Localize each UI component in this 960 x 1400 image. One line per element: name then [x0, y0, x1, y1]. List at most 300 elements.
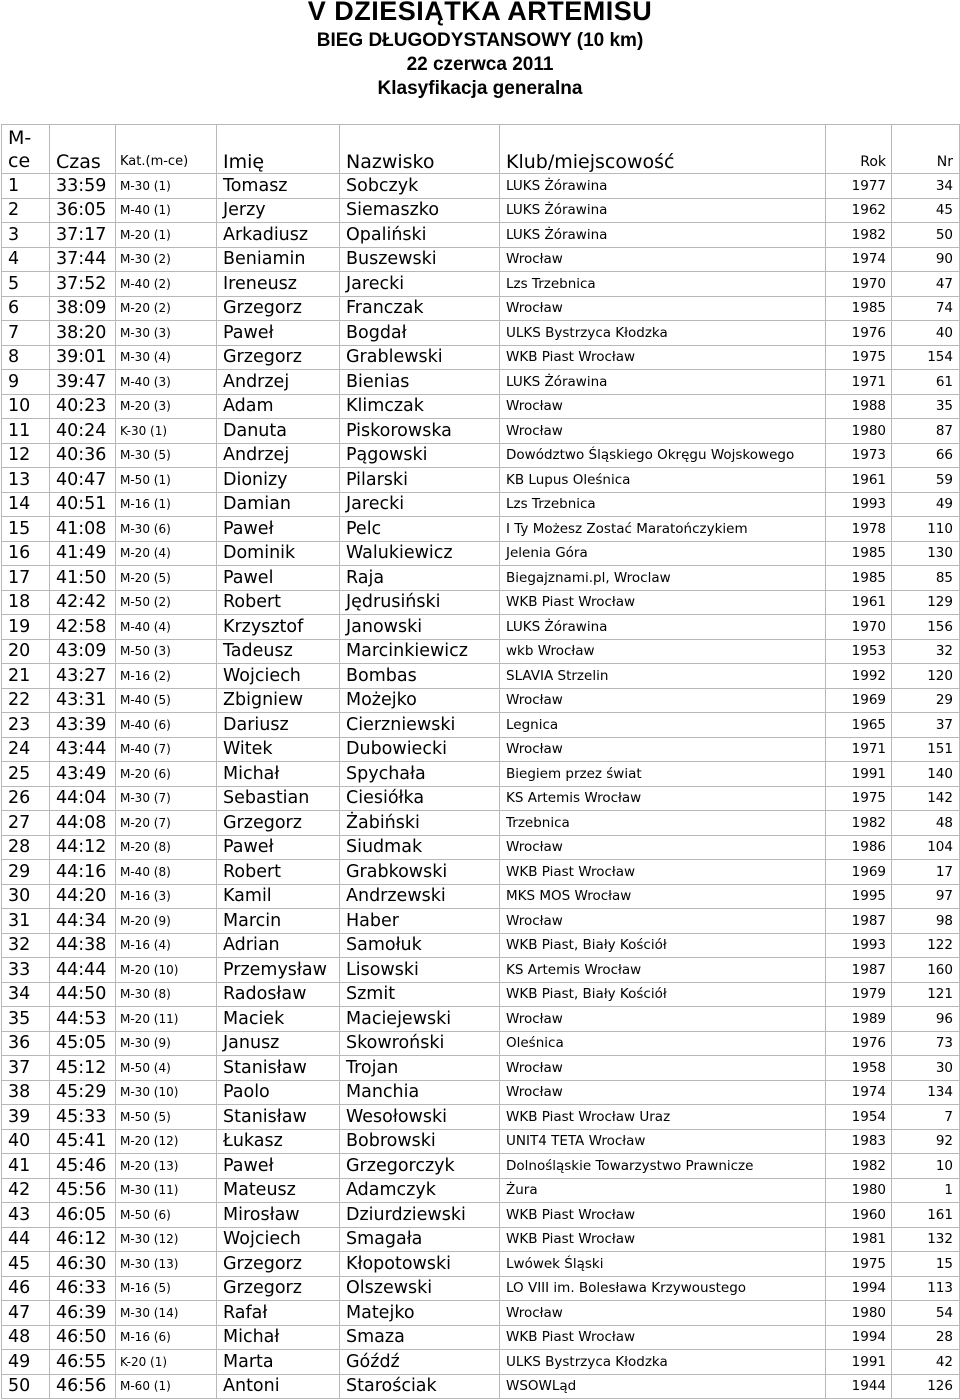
- cell-place: 31: [2, 909, 50, 934]
- cell-nr: 104: [892, 835, 960, 860]
- cell-first-name: Tomasz: [217, 174, 340, 199]
- cell-last-name: Wesołowski: [340, 1105, 500, 1130]
- cell-place: 19: [2, 615, 50, 640]
- cell-nr: 98: [892, 909, 960, 934]
- cell-category: M-16 (3): [116, 884, 217, 909]
- cell-first-name: Grzegorz: [217, 345, 340, 370]
- cell-category: M-20 (13): [116, 1154, 217, 1179]
- cell-year: 1989: [826, 1007, 892, 1032]
- cell-time: 40:36: [50, 443, 116, 468]
- cell-time: 45:12: [50, 1056, 116, 1081]
- cell-category: M-40 (5): [116, 688, 217, 713]
- cell-category: M-20 (10): [116, 958, 217, 983]
- cell-time: 39:47: [50, 370, 116, 395]
- header-year: Rok: [826, 125, 892, 174]
- table-row: [2, 296, 960, 321]
- cell-first-name: Witek: [217, 737, 340, 762]
- cell-time: 43:09: [50, 639, 116, 664]
- cell-category: M-30 (14): [116, 1301, 217, 1326]
- cell-nr: 45: [892, 198, 960, 223]
- cell-club: LUKS Żórawina: [500, 174, 826, 199]
- cell-first-name: Michał: [217, 762, 340, 787]
- table-row: [2, 1080, 960, 1105]
- cell-time: 43:31: [50, 688, 116, 713]
- cell-first-name: Grzegorz: [217, 296, 340, 321]
- cell-place: 33: [2, 958, 50, 983]
- cell-club: Wrocław: [500, 247, 826, 272]
- cell-club: Oleśnica: [500, 1031, 826, 1056]
- cell-last-name: Lisowski: [340, 958, 500, 983]
- cell-year: 1987: [826, 958, 892, 983]
- cell-place: 1: [2, 174, 50, 199]
- cell-year: 1961: [826, 590, 892, 615]
- table-row: [2, 615, 960, 640]
- cell-nr: 140: [892, 762, 960, 787]
- cell-category: M-50 (2): [116, 590, 217, 615]
- cell-place: 45: [2, 1252, 50, 1277]
- cell-club: Wrocław: [500, 688, 826, 713]
- cell-category: M-30 (1): [116, 174, 217, 199]
- cell-year: 1958: [826, 1056, 892, 1081]
- cell-time: 45:46: [50, 1154, 116, 1179]
- cell-category: K-30 (1): [116, 419, 217, 444]
- cell-time: 46:30: [50, 1252, 116, 1277]
- cell-first-name: Beniamin: [217, 247, 340, 272]
- cell-club: Lzs Trzebnica: [500, 492, 826, 517]
- cell-time: 44:53: [50, 1007, 116, 1032]
- cell-nr: 92: [892, 1129, 960, 1154]
- cell-last-name: Grabkowski: [340, 860, 500, 885]
- cell-time: 43:27: [50, 664, 116, 689]
- cell-nr: 151: [892, 737, 960, 762]
- cell-year: 1974: [826, 247, 892, 272]
- cell-first-name: Robert: [217, 860, 340, 885]
- cell-club: Żura: [500, 1178, 826, 1203]
- cell-place: 32: [2, 933, 50, 958]
- table-row: [2, 1374, 960, 1399]
- cell-last-name: Możejko: [340, 688, 500, 713]
- cell-club: Wrocław: [500, 1080, 826, 1105]
- cell-place: 6: [2, 296, 50, 321]
- cell-time: 46:55: [50, 1350, 116, 1375]
- cell-place: 15: [2, 517, 50, 542]
- cell-year: 1982: [826, 223, 892, 248]
- cell-club: UNIT4 TETA Wrocław: [500, 1129, 826, 1154]
- cell-last-name: Trojan: [340, 1056, 500, 1081]
- cell-last-name: Góźdź: [340, 1350, 500, 1375]
- cell-place: 34: [2, 982, 50, 1007]
- cell-year: 1979: [826, 982, 892, 1007]
- table-row: [2, 1154, 960, 1179]
- cell-nr: 132: [892, 1227, 960, 1252]
- cell-year: 1981: [826, 1227, 892, 1252]
- cell-category: M-30 (6): [116, 517, 217, 542]
- cell-time: 46:05: [50, 1203, 116, 1228]
- cell-year: 1985: [826, 296, 892, 321]
- cell-time: 46:39: [50, 1301, 116, 1326]
- table-row: [2, 1007, 960, 1032]
- cell-place: 8: [2, 345, 50, 370]
- cell-nr: 85: [892, 566, 960, 591]
- cell-club: SLAVIA Strzelin: [500, 664, 826, 689]
- cell-club: wkb Wrocław: [500, 639, 826, 664]
- cell-last-name: Opaliński: [340, 223, 500, 248]
- cell-nr: 59: [892, 468, 960, 493]
- cell-category: M-40 (3): [116, 370, 217, 395]
- cell-year: 1969: [826, 860, 892, 885]
- cell-last-name: Starościak: [340, 1374, 500, 1399]
- cell-time: 44:16: [50, 860, 116, 885]
- cell-category: M-20 (2): [116, 296, 217, 321]
- cell-place: 3: [2, 223, 50, 248]
- cell-nr: 66: [892, 443, 960, 468]
- cell-first-name: Sebastian: [217, 786, 340, 811]
- cell-place: 23: [2, 713, 50, 738]
- cell-category: M-50 (5): [116, 1105, 217, 1130]
- cell-time: 46:50: [50, 1325, 116, 1350]
- results-body: [2, 174, 960, 1399]
- cell-category: M-40 (8): [116, 860, 217, 885]
- cell-year: 1993: [826, 492, 892, 517]
- cell-place: 12: [2, 443, 50, 468]
- cell-last-name: Adamczyk: [340, 1178, 500, 1203]
- cell-last-name: Raja: [340, 566, 500, 591]
- cell-category: M-30 (10): [116, 1080, 217, 1105]
- cell-first-name: Przemysław: [217, 958, 340, 983]
- table-row: [2, 860, 960, 885]
- table-row: [2, 174, 960, 199]
- cell-category: M-40 (6): [116, 713, 217, 738]
- cell-last-name: Bobrowski: [340, 1129, 500, 1154]
- cell-place: 5: [2, 272, 50, 297]
- cell-nr: 113: [892, 1276, 960, 1301]
- cell-club: LUKS Żórawina: [500, 370, 826, 395]
- cell-time: 45:29: [50, 1080, 116, 1105]
- cell-category: M-30 (5): [116, 443, 217, 468]
- cell-nr: 28: [892, 1325, 960, 1350]
- cell-club: Dolnośląskie Towarzystwo Prawnicze: [500, 1154, 826, 1179]
- cell-club: ULKS Bystrzyca Kłodzka: [500, 1350, 826, 1375]
- table-row: [2, 1129, 960, 1154]
- cell-last-name: Spychała: [340, 762, 500, 787]
- cell-place: 43: [2, 1203, 50, 1228]
- cell-club: ULKS Bystrzyca Kłodzka: [500, 321, 826, 346]
- cell-time: 44:44: [50, 958, 116, 983]
- cell-category: M-20 (5): [116, 566, 217, 591]
- table-row: [2, 590, 960, 615]
- cell-last-name: Smagała: [340, 1227, 500, 1252]
- cell-first-name: Łukasz: [217, 1129, 340, 1154]
- cell-club: WKB Piast Wrocław: [500, 1203, 826, 1228]
- cell-last-name: Cierzniewski: [340, 713, 500, 738]
- cell-time: 37:17: [50, 223, 116, 248]
- cell-last-name: Dubowiecki: [340, 737, 500, 762]
- cell-place: 18: [2, 590, 50, 615]
- cell-nr: 47: [892, 272, 960, 297]
- table-row: [2, 1325, 960, 1350]
- cell-year: 1988: [826, 394, 892, 419]
- table-row: [2, 321, 960, 346]
- table-row: [2, 345, 960, 370]
- cell-first-name: Danuta: [217, 419, 340, 444]
- cell-time: 43:49: [50, 762, 116, 787]
- cell-time: 46:12: [50, 1227, 116, 1252]
- cell-place: 21: [2, 664, 50, 689]
- cell-place: 7: [2, 321, 50, 346]
- cell-place: 4: [2, 247, 50, 272]
- cell-nr: 48: [892, 811, 960, 836]
- cell-category: M-20 (3): [116, 394, 217, 419]
- cell-time: 41:08: [50, 517, 116, 542]
- cell-time: 44:34: [50, 909, 116, 934]
- cell-nr: 15: [892, 1252, 960, 1277]
- cell-nr: 30: [892, 1056, 960, 1081]
- header-first-name: Imię: [217, 125, 340, 174]
- cell-nr: 90: [892, 247, 960, 272]
- cell-time: 41:50: [50, 566, 116, 591]
- cell-club: WKB Piast, Biały Kościół: [500, 933, 826, 958]
- table-row: [2, 713, 960, 738]
- cell-first-name: Dominik: [217, 541, 340, 566]
- cell-place: 41: [2, 1154, 50, 1179]
- cell-time: 42:58: [50, 615, 116, 640]
- cell-category: M-30 (11): [116, 1178, 217, 1203]
- cell-nr: 126: [892, 1374, 960, 1399]
- cell-first-name: Rafał: [217, 1301, 340, 1326]
- cell-place: 42: [2, 1178, 50, 1203]
- cell-place: 48: [2, 1325, 50, 1350]
- cell-club: WKB Piast Wrocław: [500, 345, 826, 370]
- cell-nr: 40: [892, 321, 960, 346]
- cell-last-name: Żabiński: [340, 811, 500, 836]
- cell-first-name: Stanisław: [217, 1105, 340, 1130]
- cell-place: 17: [2, 566, 50, 591]
- cell-category: M-20 (11): [116, 1007, 217, 1032]
- cell-nr: 50: [892, 223, 960, 248]
- event-date: 22 czerwca 2011: [406, 54, 554, 75]
- cell-category: M-50 (4): [116, 1056, 217, 1081]
- cell-time: 38:09: [50, 296, 116, 321]
- table-row: [2, 933, 960, 958]
- cell-club: Biegiem przez świat: [500, 762, 826, 787]
- cell-place: 46: [2, 1276, 50, 1301]
- cell-nr: 130: [892, 541, 960, 566]
- cell-category: M-20 (12): [116, 1129, 217, 1154]
- header-category: Kat.(m-ce): [116, 125, 217, 174]
- table-row: [2, 664, 960, 689]
- cell-first-name: Paweł: [217, 321, 340, 346]
- cell-place: 38: [2, 1080, 50, 1105]
- cell-category: M-16 (1): [116, 492, 217, 517]
- cell-category: M-16 (2): [116, 664, 217, 689]
- cell-place: 47: [2, 1301, 50, 1326]
- cell-last-name: Andrzewski: [340, 884, 500, 909]
- cell-category: M-30 (13): [116, 1252, 217, 1277]
- cell-category: M-30 (2): [116, 247, 217, 272]
- cell-last-name: Szmit: [340, 982, 500, 1007]
- cell-year: 1977: [826, 174, 892, 199]
- cell-club: WKB Piast, Biały Kościół: [500, 982, 826, 1007]
- cell-year: 1970: [826, 272, 892, 297]
- cell-last-name: Sobczyk: [340, 174, 500, 199]
- cell-first-name: Adrian: [217, 933, 340, 958]
- cell-club: Biegajznami.pl, Wroclaw: [500, 566, 826, 591]
- cell-first-name: Grzegorz: [217, 811, 340, 836]
- cell-time: 40:51: [50, 492, 116, 517]
- table-row: [2, 566, 960, 591]
- cell-time: 40:23: [50, 394, 116, 419]
- table-row: [2, 1203, 960, 1228]
- cell-last-name: Maciejewski: [340, 1007, 500, 1032]
- cell-club: Lzs Trzebnica: [500, 272, 826, 297]
- cell-place: 20: [2, 639, 50, 664]
- table-row: [2, 394, 960, 419]
- cell-last-name: Jarecki: [340, 272, 500, 297]
- cell-time: 38:20: [50, 321, 116, 346]
- cell-club: Legnica: [500, 713, 826, 738]
- cell-place: 36: [2, 1031, 50, 1056]
- cell-club: Jelenia Góra: [500, 541, 826, 566]
- cell-club: Wrocław: [500, 835, 826, 860]
- cell-last-name: Jędrusiński: [340, 590, 500, 615]
- cell-category: M-20 (6): [116, 762, 217, 787]
- cell-category: M-30 (12): [116, 1227, 217, 1252]
- cell-club: Wrocław: [500, 1007, 826, 1032]
- cell-place: 2: [2, 198, 50, 223]
- cell-last-name: Jarecki: [340, 492, 500, 517]
- cell-year: 1976: [826, 321, 892, 346]
- cell-last-name: Siemaszko: [340, 198, 500, 223]
- cell-last-name: Marcinkiewicz: [340, 639, 500, 664]
- table-row: [2, 1105, 960, 1130]
- cell-year: 1969: [826, 688, 892, 713]
- cell-first-name: Mateusz: [217, 1178, 340, 1203]
- cell-first-name: Paweł: [217, 1154, 340, 1179]
- cell-last-name: Buszewski: [340, 247, 500, 272]
- cell-year: 1995: [826, 884, 892, 909]
- cell-first-name: Arkadiusz: [217, 223, 340, 248]
- cell-last-name: Pągowski: [340, 443, 500, 468]
- cell-place: 16: [2, 541, 50, 566]
- cell-time: 46:33: [50, 1276, 116, 1301]
- cell-year: 1970: [826, 615, 892, 640]
- cell-time: 40:47: [50, 468, 116, 493]
- cell-year: 1965: [826, 713, 892, 738]
- cell-nr: 122: [892, 933, 960, 958]
- cell-year: 1993: [826, 933, 892, 958]
- event-subtitle: BIEG DŁUGODYSTANSOWY (10 km): [316, 30, 644, 51]
- header-place: M- ce: [2, 125, 50, 174]
- cell-club: LO VIII im. Bolesława Krzywoustego: [500, 1276, 826, 1301]
- cell-club: Wrocław: [500, 737, 826, 762]
- cell-time: 44:20: [50, 884, 116, 909]
- cell-last-name: Olszewski: [340, 1276, 500, 1301]
- cell-club: LUKS Żórawina: [500, 615, 826, 640]
- cell-year: 1971: [826, 370, 892, 395]
- table-row: [2, 835, 960, 860]
- cell-nr: 35: [892, 394, 960, 419]
- cell-category: M-20 (1): [116, 223, 217, 248]
- cell-year: 1973: [826, 443, 892, 468]
- cell-first-name: Grzegorz: [217, 1276, 340, 1301]
- cell-nr: 120: [892, 664, 960, 689]
- cell-nr: 42: [892, 1350, 960, 1375]
- cell-first-name: Mirosław: [217, 1203, 340, 1228]
- cell-first-name: Janusz: [217, 1031, 340, 1056]
- cell-first-name: Adam: [217, 394, 340, 419]
- cell-last-name: Siudmak: [340, 835, 500, 860]
- cell-time: 33:59: [50, 174, 116, 199]
- cell-last-name: Grzegorczyk: [340, 1154, 500, 1179]
- cell-place: 13: [2, 468, 50, 493]
- cell-year: 1985: [826, 566, 892, 591]
- header-club: Klub/miejscowość: [500, 125, 826, 174]
- cell-place: 30: [2, 884, 50, 909]
- cell-nr: 32: [892, 639, 960, 664]
- cell-time: 36:05: [50, 198, 116, 223]
- cell-category: M-30 (8): [116, 982, 217, 1007]
- cell-place: 44: [2, 1227, 50, 1252]
- cell-last-name: Janowski: [340, 615, 500, 640]
- table-row: [2, 786, 960, 811]
- cell-category: M-40 (4): [116, 615, 217, 640]
- cell-place: 40: [2, 1129, 50, 1154]
- cell-last-name: Ciesiółka: [340, 786, 500, 811]
- header-time: Czas: [50, 125, 116, 174]
- cell-first-name: Kamil: [217, 884, 340, 909]
- cell-time: 45:56: [50, 1178, 116, 1203]
- cell-nr: 96: [892, 1007, 960, 1032]
- table-row: [2, 1301, 960, 1326]
- table-row: [2, 762, 960, 787]
- cell-year: 1994: [826, 1276, 892, 1301]
- cell-time: 45:05: [50, 1031, 116, 1056]
- cell-category: M-60 (1): [116, 1374, 217, 1399]
- cell-category: M-20 (4): [116, 541, 217, 566]
- cell-first-name: Andrzej: [217, 370, 340, 395]
- cell-year: 1991: [826, 762, 892, 787]
- cell-year: 1978: [826, 517, 892, 542]
- cell-club: Wrocław: [500, 1301, 826, 1326]
- cell-nr: 7: [892, 1105, 960, 1130]
- cell-category: K-20 (1): [116, 1350, 217, 1375]
- cell-place: 28: [2, 835, 50, 860]
- header-nr: Nr: [892, 125, 960, 174]
- classification-title: Klasyfikacja generalna: [377, 78, 583, 99]
- cell-place: 9: [2, 370, 50, 395]
- cell-year: 1986: [826, 835, 892, 860]
- cell-category: M-50 (3): [116, 639, 217, 664]
- cell-time: 44:38: [50, 933, 116, 958]
- cell-first-name: Radosław: [217, 982, 340, 1007]
- table-row: [2, 247, 960, 272]
- cell-nr: 17: [892, 860, 960, 885]
- results-table: [1, 124, 960, 1399]
- cell-year: 1980: [826, 1301, 892, 1326]
- table-row: [2, 1227, 960, 1252]
- cell-nr: 121: [892, 982, 960, 1007]
- cell-club: Lwówek Śląski: [500, 1252, 826, 1277]
- cell-category: M-50 (6): [116, 1203, 217, 1228]
- cell-last-name: Walukiewicz: [340, 541, 500, 566]
- cell-category: M-40 (2): [116, 272, 217, 297]
- cell-category: M-16 (6): [116, 1325, 217, 1350]
- table-row: [2, 443, 960, 468]
- cell-nr: 1: [892, 1178, 960, 1203]
- cell-club: Trzebnica: [500, 811, 826, 836]
- table-row: [2, 909, 960, 934]
- cell-first-name: Antoni: [217, 1374, 340, 1399]
